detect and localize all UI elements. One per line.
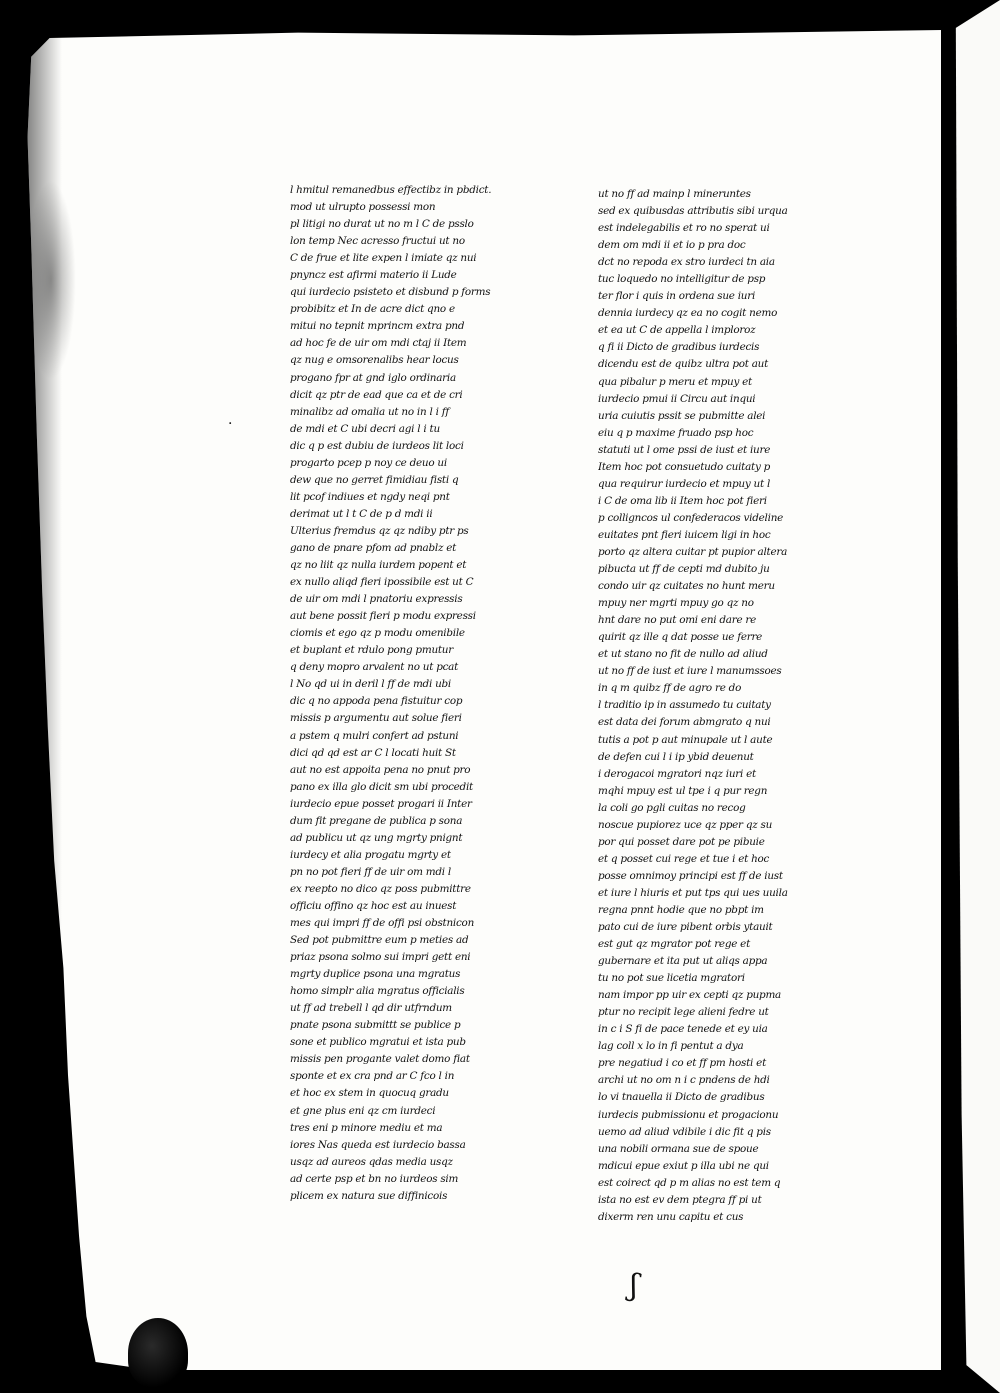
text-line: quirit qz ille q dat posse ue ferre — [598, 631, 763, 644]
text-line: lon temp Nec acresso fructui ut no — [290, 235, 465, 248]
text-line: pre negatiud i co et ff pm hosti et — [598, 1057, 766, 1070]
text-line: dem om mdi ii et io p pra doc — [598, 239, 746, 252]
text-line: ut no ff ad mainp l mineruntes — [598, 188, 751, 200]
text-line: por qui posset dare pot pe pibuie — [598, 835, 765, 848]
text-line: noscue pupiorez uce qz pper qz su — [598, 818, 773, 831]
text-line: Item hoc pot consuetudo cuitaty p — [598, 460, 771, 473]
text-line: qua requirur iurdecio et mpuy ut l — [598, 477, 771, 490]
text-line: archi ut no om n i c pndens de hdi — [598, 1074, 770, 1087]
text-line: condo uir qz cuitates no hunt meru — [598, 580, 775, 593]
text-line: p colligncos ul confederacos videline — [598, 511, 784, 524]
binding-gutter — [941, 0, 955, 1393]
text-line: statuti ut l ome pssi de iust et iure — [598, 443, 771, 456]
text-line: ter flor i quis in ordena sue iuri — [598, 290, 756, 303]
text-line: officiu offino qz hoc est au inuest — [290, 899, 457, 912]
text-line: in c i S fi de pace tenede et ey uia — [598, 1023, 768, 1036]
text-line: ex nullo aliqd fieri ipossibile est ut C — [290, 576, 474, 589]
text-line: eiu q p maxime fruado psp hoc — [598, 426, 754, 439]
text-line: et ut stano no fit de nullo ad aliud — [598, 648, 768, 661]
text-line: missis p argumentu aut solue fieri — [290, 712, 462, 725]
text-line: mgrty duplice psona una mgratus — [290, 968, 461, 981]
text-line: sone et publico mgratui et ista pub — [290, 1036, 466, 1049]
text-line: gubernare et ita put ut aliqs appa — [598, 955, 768, 968]
text-line: probibitz et In de acre dict qno e — [290, 303, 455, 316]
text-line: et iure l hiuris et put tps qui ues uuila — [598, 886, 788, 899]
text-line: usqz ad aureos qdas media usqz — [290, 1155, 453, 1168]
text-line: pnyncz est afirmi materio ii Lude — [290, 269, 457, 282]
text-line: dct no repoda ex stro iurdeci tn aia — [598, 256, 775, 269]
text-line: mitui no tepnit mprincm extra pnd — [290, 320, 465, 333]
text-line: l hmitul remanedbus effectibz in pbdict. — [290, 184, 492, 196]
text-line: iurdecy et alia progatu mgrty et — [290, 848, 451, 861]
text-line: dew que no gerret fimidiau fisti q — [290, 473, 459, 486]
text-line: homo simplr alia mgratus officialis — [290, 985, 465, 998]
text-line: dennia iurdecy qz ea no cogit nemo — [598, 307, 778, 320]
text-line: est gut qz mgrator pot rege et — [598, 938, 751, 951]
text-line: uemo ad aliud vdibile i dic fit q pis — [598, 1125, 771, 1138]
text-line: pn no pot fieri ff de uir om mdi l — [290, 865, 451, 878]
text-line: uria cuiutis pssit se pubmitte alei — [598, 409, 766, 422]
text-line: aut bene possit fieri p modu expressi — [290, 610, 476, 623]
text-line: ad certe psp et bn no iurdeos sim — [290, 1172, 459, 1185]
text-line: est data dei forum abmgrato q nui — [598, 716, 771, 729]
text-line: dum fit pregane de publica p sona — [290, 814, 463, 827]
text-line: iurdecis pubmissionu et progacionu — [598, 1108, 779, 1121]
text-line: progarto pcep p noy ce deuo ui — [290, 456, 447, 469]
text-line: pl litigi no durat ut no m l C de psslo — [290, 218, 474, 231]
text-line: et hoc ex stem in quocuq gradu — [290, 1087, 449, 1100]
text-line: progano fpr at gnd iglo ordinaria — [290, 371, 456, 384]
text-line: iurdecio epue posset progari ii Inter — [290, 797, 472, 810]
text-line: derimat ut l t C de p d mdi ii — [290, 507, 433, 520]
text-line: regna pnnt hodie que no pbpt im — [598, 903, 764, 916]
text-line: a pstem q mulri confert ad pstuni — [290, 729, 459, 742]
text-line: ciomis et ego qz p modu omenibile — [290, 627, 465, 640]
text-line: ad publicu ut qz ung mgrty pnignt — [290, 831, 463, 844]
bottom-margin-mark: ʃ — [627, 1267, 641, 1304]
text-line: tres eni p minore mediu et ma — [290, 1121, 443, 1134]
text-line: l traditio ip in assumedo tu cuitaty — [598, 699, 771, 712]
text-line: dicendu est de quibz ultra pot aut — [598, 358, 769, 371]
text-line: ut no ff de iust et iure l manumssoes — [598, 665, 782, 678]
text-line: ptur no recipit lege alieni fedre ut — [598, 1006, 769, 1019]
text-column-right — [598, 186, 834, 1226]
text-line: aut no est appoita pena no pnut pro — [290, 763, 471, 776]
text-line: dic q p est dubiu de iurdeos lit loci — [290, 439, 464, 452]
text-line: gano de pnare pfom ad pnablz et — [290, 541, 457, 554]
text-line: Sed pot pubmittre eum p meties ad — [290, 934, 469, 947]
text-line: qz no liit qz nulla iurdem popent et — [290, 559, 467, 572]
text-line: et buplant et rdulo pong pmutur — [290, 644, 453, 657]
text-line: minalibz ad omalia ut no in l i ff — [290, 405, 449, 418]
text-line: euitates pnt fieri iuicem ligi in hoc — [598, 528, 771, 541]
text-line: in q m quibz ff de agro re do — [598, 682, 742, 695]
text-line: porto qz altera cuitar pt pupior altera — [598, 545, 788, 558]
text-line: tuc loquedo no intelligitur de psp — [598, 273, 766, 286]
text-line: q deny mopro arvalent no ut pcat — [290, 661, 459, 674]
text-line: mpuy ner mgrti mpuy go qz no — [598, 597, 754, 610]
text-line: sed ex quibusdas attributis sibi urqua — [598, 205, 788, 218]
text-line: ad hoc fe de uir om mdi ctaj ii Item — [290, 337, 467, 350]
text-line: iurdecio pmui ii Circu aut inqui — [598, 392, 756, 405]
text-line: iores Nas queda est iurdecio bassa — [290, 1138, 466, 1151]
text-line: pibucta ut ff de cepti md dubito ju — [598, 563, 770, 576]
text-line: mqhi mpuy est ul tpe i q pur regn — [598, 784, 768, 797]
text-line: nam impor pp uir ex cepti qz pupma — [598, 989, 781, 1002]
text-line: tutis a pot p aut minupale ut l aute — [598, 733, 773, 746]
text-line: ex reepto no dico qz poss pubmittre — [290, 882, 471, 895]
page-stain — [26, 180, 76, 380]
text-line: l No qd ui in deril l ff de mdi ubi — [290, 678, 452, 691]
text-line: missis pen progante valet domo fiat — [290, 1053, 470, 1066]
text-line: pato cui de iure pibent orbis ytauit — [598, 921, 773, 934]
text-line: C de frue et lite expen l imiate qz nui — [290, 252, 477, 265]
text-column-left — [290, 182, 522, 1205]
text-line: dic q no appoda pena fistuitur cop — [290, 695, 463, 708]
text-line: dici qd qd est ar C l locati huit St — [290, 746, 456, 759]
text-line: et ea ut C de appella l imploroz — [598, 324, 756, 337]
text-line: i C de oma lib ii Item hoc pot fieri — [598, 494, 767, 507]
thumb-shadow — [128, 1318, 188, 1388]
text-line: de defen cui l i ip ybid deuenut — [598, 750, 754, 763]
text-line: mes qui impri ff de offi psi obstnicon — [290, 917, 475, 930]
text-line: et q posset cui rege et tue i et hoc — [598, 852, 770, 865]
text-line: ut ff ad trebell l qd dir utfrndum — [290, 1002, 452, 1015]
text-line: tu no pot sue licetia mgratori — [598, 972, 745, 985]
facing-page-edge — [952, 0, 1000, 1393]
text-line: plicem ex natura sue diffinicois — [290, 1189, 448, 1202]
text-line: i derogacoi mgratori nqz iuri et — [598, 767, 756, 780]
text-line: posse omnimoy principi est ff de iust — [598, 869, 783, 882]
text-line: lag coll x lo in fi pentut a dya — [598, 1040, 744, 1053]
text-line: dicit qz ptr de ead que ca et de cri — [290, 388, 463, 401]
text-line: sponte et ex cra pnd ar C fco l in — [290, 1070, 455, 1083]
text-line: Ulterius fremdus qz qz ndiby ptr ps — [290, 524, 469, 537]
text-line: qua pibalur p meru et mpuy et — [598, 375, 752, 388]
text-line: lo vi tnauella ii Dicto de gradibus — [598, 1091, 765, 1104]
text-line: dixerm ren unu capitu et cus — [598, 1210, 744, 1223]
text-line: q fi ii Dicto de gradibus iurdecis — [598, 341, 760, 354]
text-line: mod ut ulrupto possessi mon — [290, 201, 436, 214]
margin-dot: · — [228, 416, 233, 432]
text-line: la coli go pgli cuitas no recog — [598, 801, 746, 814]
text-line: mdicui epue exiut p illa ubi ne qui — [598, 1159, 769, 1172]
text-line: est coirect qd p m alias no est tem q — [598, 1176, 781, 1189]
text-line: est indelegabilis et ro no sperat ui — [598, 222, 770, 235]
text-line: pano ex illa glo dicit sm ubi procedit — [290, 780, 473, 793]
text-line: qz nug e omsorenalibs hear locus — [290, 354, 459, 367]
text-line: pnate psona submittt se publice p — [290, 1019, 461, 1032]
text-line: lit pcof indiues et ngdy neqi pnt — [290, 490, 450, 503]
text-line: qui iurdecio psisteto et disbund p forms — [290, 286, 491, 299]
text-line: de uir om mdi l pnatoriu expressis — [290, 593, 463, 606]
text-line: priaz psona solmo sui impri gett eni — [290, 951, 471, 964]
text-line: ista no est ev dem ptegra ff pi ut — [598, 1193, 762, 1206]
text-line: de mdi et C ubi decri agi l i tu — [290, 422, 440, 435]
text-line: una nobili ormana sue de spoue — [598, 1142, 759, 1155]
text-line: et gne plus eni qz cm iurdeci — [290, 1104, 436, 1117]
text-line: hnt dare no put omi eni dare re — [598, 614, 757, 627]
